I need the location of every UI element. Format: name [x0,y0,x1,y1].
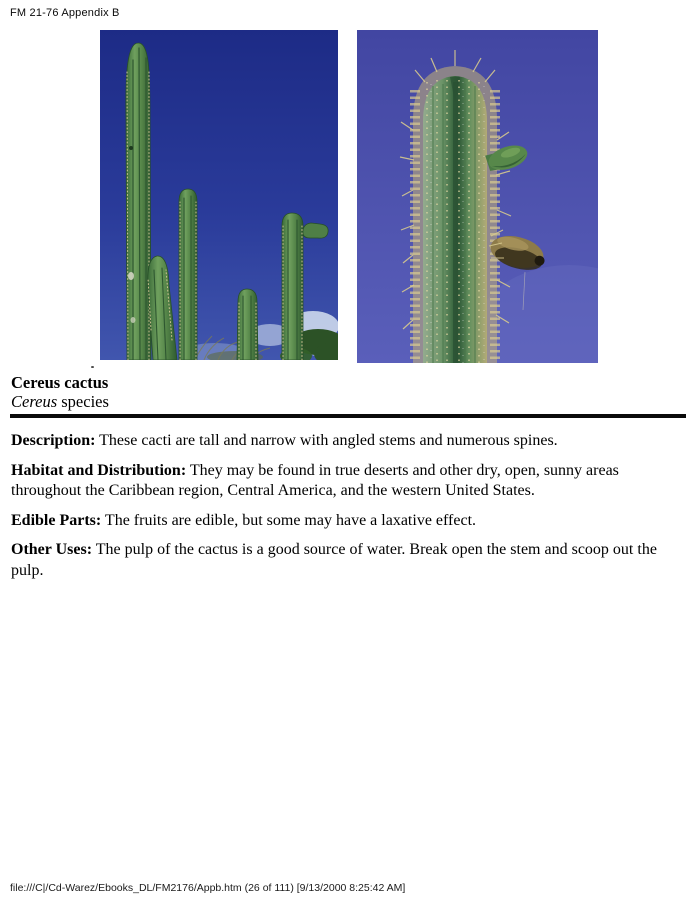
scan-artifact-dot [91,366,94,368]
species-suffix: species [57,392,109,411]
plant-entry [11,373,666,590]
section-label: Description: [11,432,96,449]
cereus-field-photo [100,30,338,360]
section-text: The pulp of the cactus is a good source of water. Break open the stem and scoop out the pulp. [11,541,657,579]
section-label: Edible Parts: [11,511,102,529]
file-path-status: file:///C|/Cd-Warez/Ebooks_DL/FM2176/Appb.htm (26 of 111) [9/13/2000 8:25:42 AM] [10,882,406,894]
doc-header: FM 21-76 Appendix B [10,7,120,19]
plant-name: Cereus cactus [11,373,109,392]
section-text: They may be found in true deserts and other dry, open, sunny areas throughout the Caribbean region, Central America, and the western United States. [11,461,619,499]
section-other-uses [11,540,666,581]
section-description [11,431,666,452]
cereus-closeup-photo [357,30,598,363]
plant-species [11,392,666,411]
spiny-stem [400,50,511,363]
section-label: Other Uses: [11,541,93,558]
genus-italic: Cereus [11,392,58,411]
section-edible-parts [11,511,666,532]
section-label: Habitat and Distribution: [11,461,187,479]
section-text: The fruits are edible, but some may have a laxative effect. [101,511,477,529]
section-text: These cacti are tall and narrow with angled stems and numerous spines. [95,432,558,449]
divider-rule [10,414,686,418]
section-habitat [11,461,666,502]
